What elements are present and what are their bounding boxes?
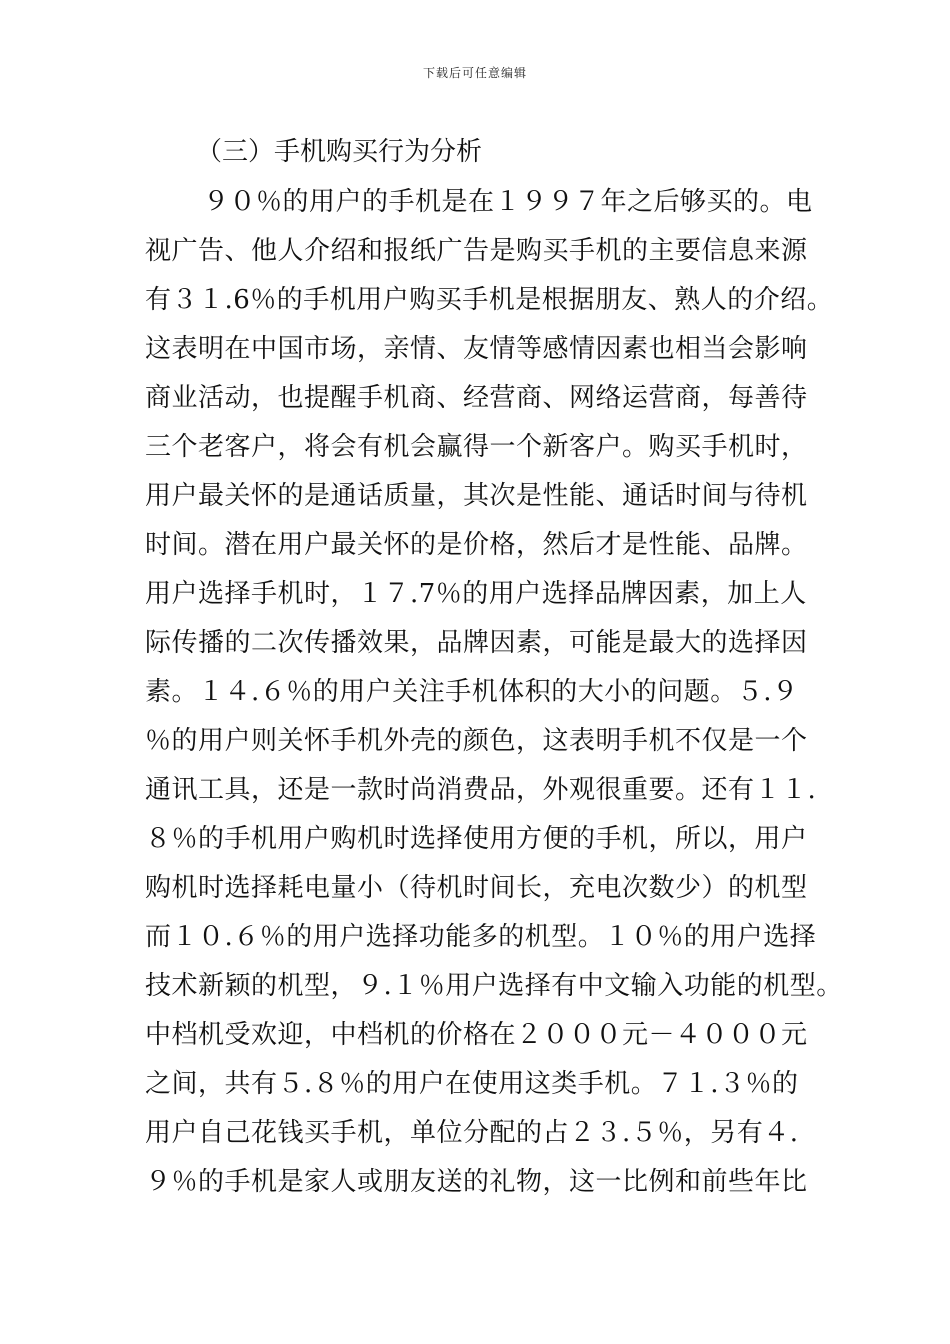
section-heading: （三）手机购买行为分析: [196, 137, 483, 167]
paragraph-line: 商业活动，也提醒手机商、经营商、网络运营商，每善待: [145, 383, 808, 413]
paragraph-line: ９％的手机是家人或朋友送的礼物，这一比例和前些年比: [145, 1167, 808, 1197]
paragraph-line: 三个老客户，将会有机会赢得一个新客户。购买手机时，: [145, 432, 808, 462]
paragraph-line: 视广告、他人介绍和报纸广告是购买手机的主要信息来源: [145, 236, 808, 266]
paragraph-line: 通讯工具，还是一款时尚消费品，外观很重要。还有１１.: [145, 775, 817, 805]
paragraph-line: 用户最关怀的是通话质量，其次是性能、通话时间与待机: [145, 481, 808, 511]
paragraph-line: 素。１４.６％的用户关注手机体积的大小的问题。５.９: [145, 677, 799, 707]
paragraph-line: 购机时选择耗电量小（待机时间长，充电次数少）的机型: [145, 873, 808, 903]
paragraph-line: 用户自己花钱买手机，单位分配的占２３.５％，另有４.: [145, 1118, 799, 1148]
body-paragraph: [145, 178, 865, 1207]
paragraph-line: 时间。潜在用户最关怀的是价格，然后才是性能、品牌。: [145, 530, 808, 560]
paragraph-line: ％的用户则关怀手机外壳的颜色，这表明手机不仅是一个: [145, 726, 808, 756]
paragraph-line: 技术新颖的机型，９.１％用户选择有中文输入功能的机型。: [145, 971, 843, 1001]
paragraph-line: ９０％的用户的手机是在１９９７年之后够买的。电: [203, 187, 813, 217]
paragraph-line: ８％的手机用户购机时选择使用方便的手机，所以，用户: [145, 824, 808, 854]
paragraph-line: 而１０.６％的用户选择功能多的机型。１０％的用户选择: [145, 922, 817, 952]
paragraph-line: 有３１.6％的手机用户购买手机是根据朋友、熟人的介绍。: [145, 285, 834, 315]
paragraph-line: 际传播的二次传播效果，品牌因素，可能是最大的选择因: [145, 628, 808, 658]
paragraph-line: 这表明在中国市场，亲情、友情等感情因素也相当会影响: [145, 334, 808, 364]
paragraph-line: 中档机受欢迎，中档机的价格在２０００元－４０００元: [145, 1020, 808, 1050]
paragraph-line: 之间，共有５.８％的用户在使用这类手机。７１.３％的: [145, 1069, 799, 1099]
paragraph-line: 用户选择手机时，１７.7％的用户选择品牌因素，加上人: [145, 579, 807, 609]
header-note: 下载后可任意编辑: [422, 66, 527, 80]
